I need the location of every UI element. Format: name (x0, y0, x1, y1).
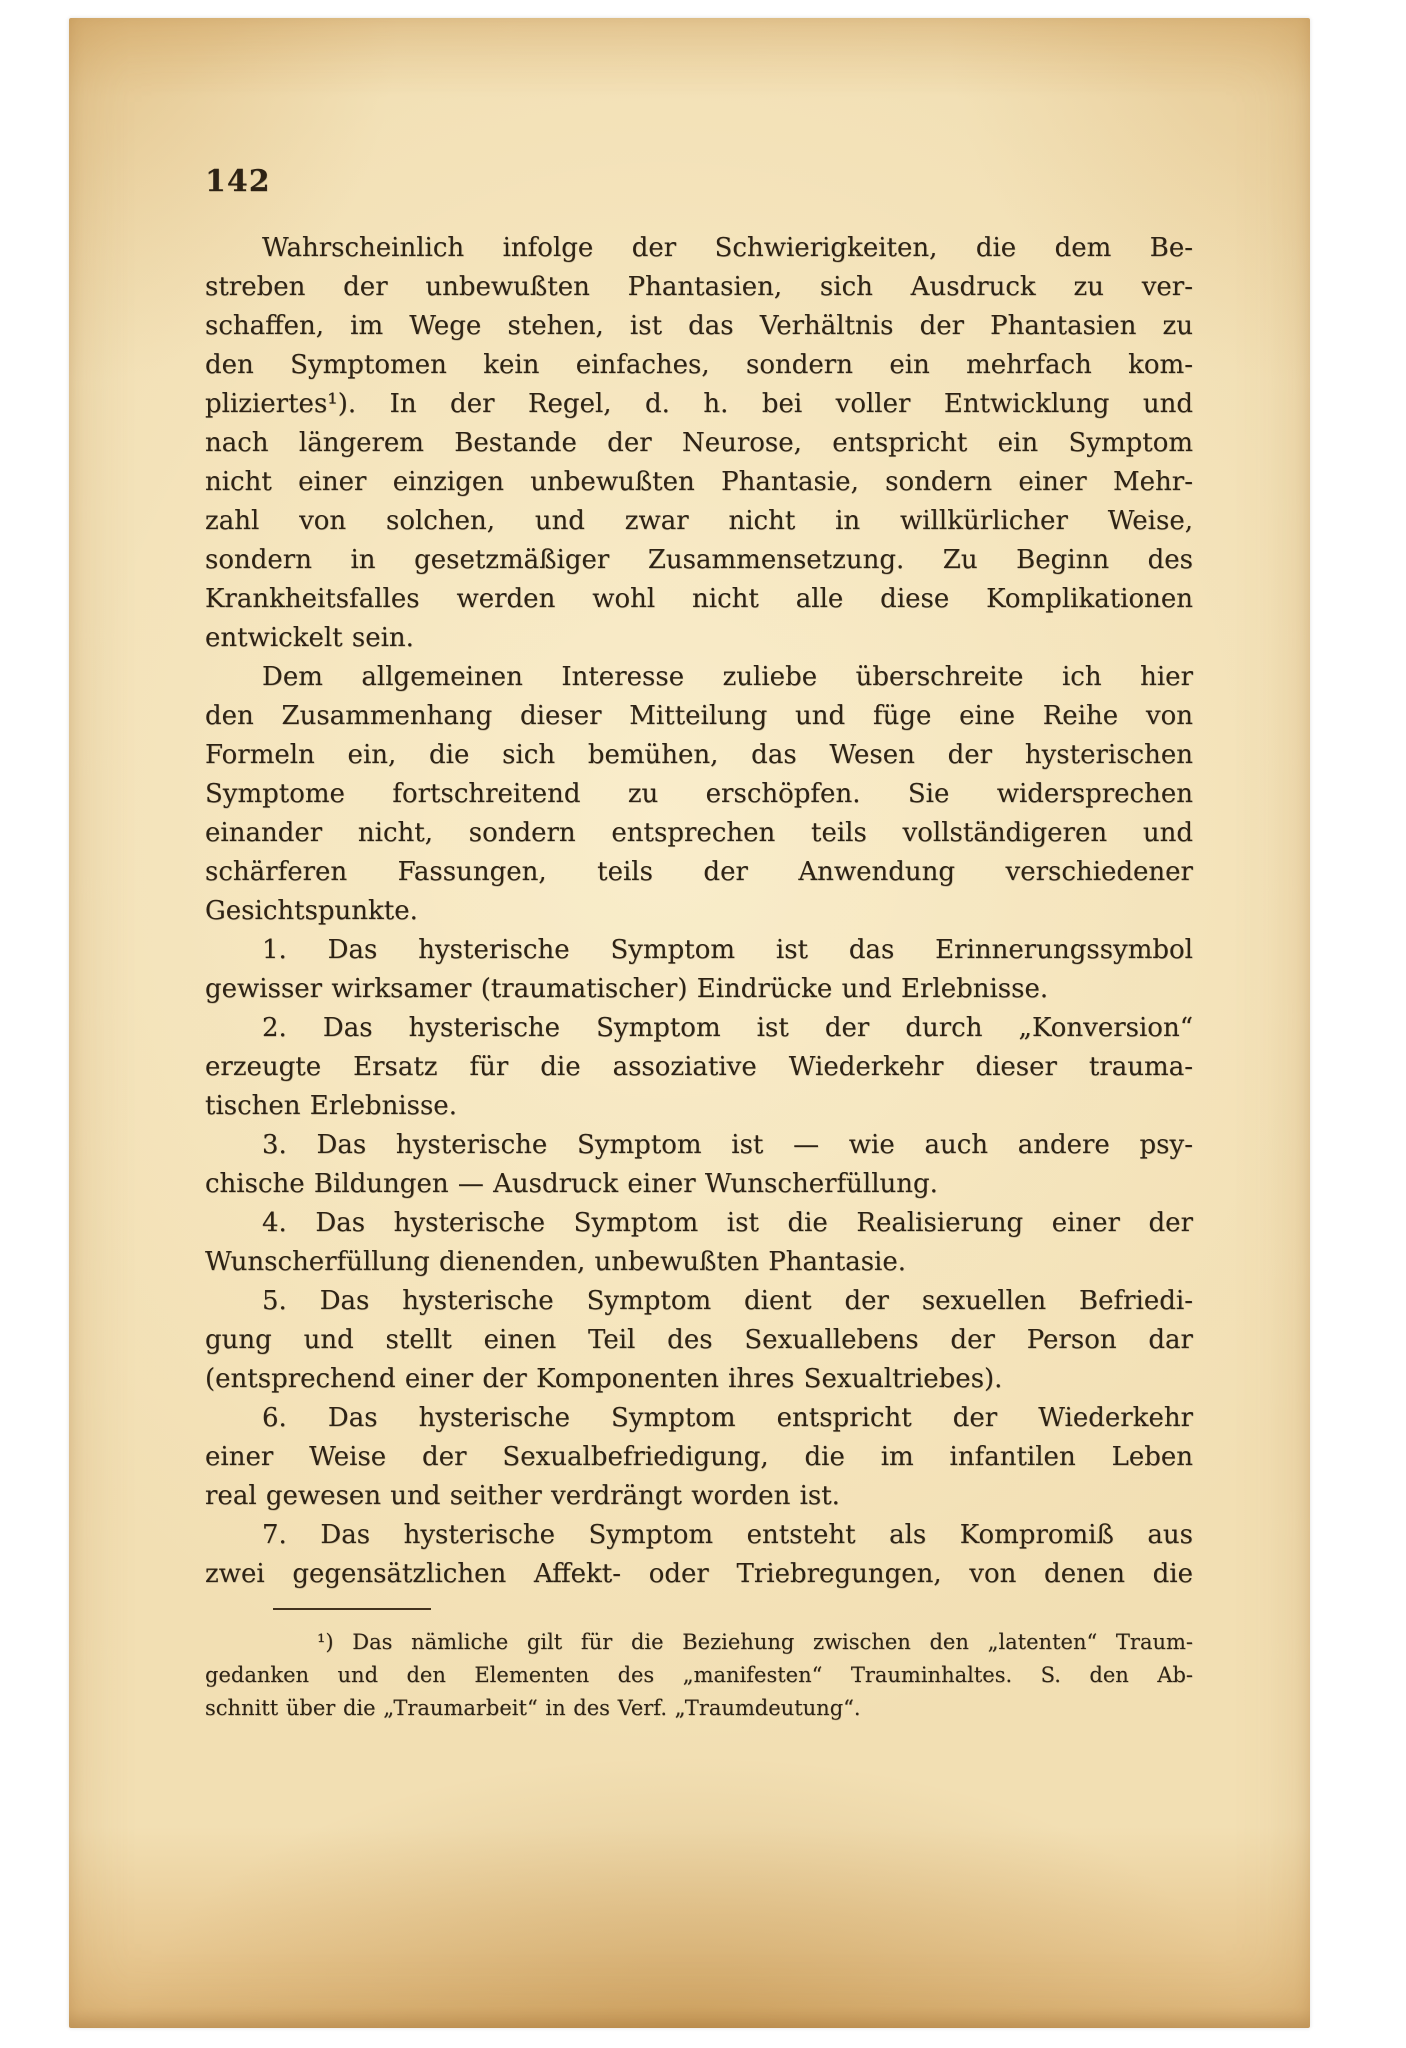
text-line: zahl von solchen, und zwar nicht in willkürlicher Weise, (205, 506, 1193, 536)
footnote-separator-rule (273, 1608, 431, 1610)
text-line: 4. Das hysterische Symptom ist die Realisierung einer der (262, 1208, 1193, 1238)
text-line: Dem allgemeinen Interesse zuliebe überschreite ich hier (262, 662, 1193, 692)
text-line: entwickelt sein. (205, 623, 414, 653)
text-line: erzeugte Ersatz für die assoziative Wiederkehr dieser trauma- (205, 1052, 1193, 1082)
text-line: nicht einer einzigen unbewußten Phantasie, sondern einer Mehr- (205, 467, 1193, 497)
text-line: Formeln ein, die sich bemühen, das Wesen der hysterischen (205, 740, 1193, 770)
text-line: Wahrscheinlich infolge der Schwierigkeiten, die dem Be- (262, 233, 1193, 263)
text-line: Wunscherfüllung dienenden, unbewußten Phantasie. (205, 1247, 907, 1277)
text-line: Symptome fortschreitend zu erschöpfen. Sie widersprechen (205, 779, 1193, 809)
footnote-text (205, 1626, 1193, 1725)
list-item-1 (205, 931, 1193, 1009)
list-item-7 (205, 1516, 1193, 1594)
text-line: gewisser wirksamer (traumatischer) Eindrücke und Erlebnisse. (205, 974, 1049, 1004)
text-line: streben der unbewußten Phantasien, sich Ausdruck zu ver- (205, 272, 1193, 302)
text-line: sondern in gesetzmäßiger Zusammensetzung. Zu Beginn des (205, 545, 1193, 575)
paper-sheet (69, 18, 1310, 2028)
footnote-block (205, 1596, 1193, 1725)
list-item-5 (205, 1282, 1193, 1399)
text-line: real gewesen und seither verdrängt worden ist. (205, 1481, 840, 1511)
text-line: den Zusammenhang dieser Mitteilung und füge eine Reihe von (205, 701, 1193, 731)
text-line: einander nicht, sondern entsprechen teils vollständigeren und (205, 818, 1193, 848)
text-line: schaffen, im Wege stehen, ist das Verhältnis der Phantasien zu (205, 311, 1193, 341)
page-number: 142 (205, 164, 271, 199)
paragraph-2 (205, 658, 1193, 931)
text-line: gung und stellt einen Teil des Sexuallebens der Person dar (205, 1325, 1193, 1355)
text-line: 6. Das hysterische Symptom entspricht der Wiederkehr (262, 1403, 1193, 1433)
text-line: schärferen Fassungen, teils der Anwendung verschiedener (205, 857, 1193, 887)
text-line: tischen Erlebnisse. (205, 1091, 457, 1121)
list-item-4 (205, 1204, 1193, 1282)
text-line: 1. Das hysterische Symptom ist das Erinnerungssymbol (262, 935, 1193, 965)
text-line: gedanken und den Elementen des „manifesten“ Trauminhaltes. S. den Ab- (205, 1663, 1193, 1687)
text-line: zwei gegensätzlichen Affekt- oder Triebregungen, von denen die (205, 1559, 1193, 1589)
text-line: (entsprechend einer der Komponenten ihres Sexualtriebes). (205, 1364, 1003, 1394)
text-line: einer Weise der Sexualbefriedigung, die im infantilen Leben (205, 1442, 1193, 1472)
text-line: Gesichtspunkte. (205, 896, 418, 926)
body-text-block (205, 229, 1193, 1594)
text-line: ¹) Das nämliche gilt für die Beziehung zwischen den „latenten“ Traum- (317, 1630, 1193, 1654)
text-line: Krankheitsfalles werden wohl nicht alle diese Komplikationen (205, 584, 1193, 614)
text-line: pliziertes¹). In der Regel, d. h. bei voller Entwicklung und (205, 389, 1193, 419)
text-line: den Symptomen kein einfaches, sondern ein mehrfach kom- (205, 350, 1193, 380)
list-item-6 (205, 1399, 1193, 1516)
list-item-3 (205, 1126, 1193, 1204)
text-line: 3. Das hysterische Symptom ist — wie auch andere psy- (262, 1130, 1193, 1160)
text-line: nach längerem Bestande der Neurose, entspricht ein Symptom (205, 428, 1193, 458)
text-line: 2. Das hysterische Symptom ist der durch „Konversion“ (262, 1013, 1193, 1043)
text-line: schnitt über die „Traumarbeit“ in des Verf. „Traumdeutung“. (205, 1696, 861, 1720)
text-line: 7. Das hysterische Symptom entsteht als Kompromiß aus (262, 1520, 1193, 1550)
list-item-2 (205, 1009, 1193, 1126)
paragraph-1 (205, 229, 1193, 658)
text-line: chische Bildungen — Ausdruck einer Wunscherfüllung. (205, 1169, 938, 1199)
text-line: 5. Das hysterische Symptom dient der sexuellen Befriedi- (262, 1286, 1193, 1316)
